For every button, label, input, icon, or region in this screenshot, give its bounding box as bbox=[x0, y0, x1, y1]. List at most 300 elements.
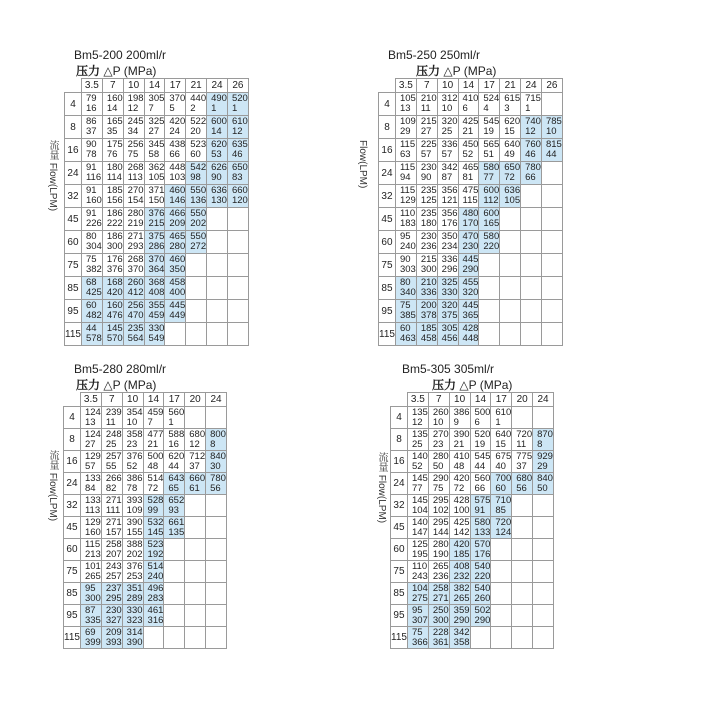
speed-value: 258 bbox=[105, 538, 122, 550]
table-cell bbox=[512, 627, 533, 649]
speed-value: 258 bbox=[432, 582, 449, 594]
table-cell bbox=[437, 208, 458, 231]
speed-value: 325 bbox=[148, 116, 165, 127]
pressure-label-zh: 压力 bbox=[76, 378, 101, 392]
torque-value: 1 bbox=[231, 103, 238, 114]
table-cell bbox=[164, 407, 185, 429]
table-cell bbox=[144, 254, 165, 277]
table-row bbox=[391, 429, 554, 451]
table-cell bbox=[144, 185, 165, 208]
table-cell bbox=[165, 231, 186, 254]
pressure-header: 7 bbox=[102, 79, 123, 93]
table-cell bbox=[207, 185, 228, 208]
torque-value: 78 bbox=[126, 482, 138, 494]
torque-value: 365 bbox=[462, 310, 479, 321]
table-cell bbox=[437, 93, 458, 116]
table-cell bbox=[407, 627, 428, 649]
table-cell bbox=[207, 254, 228, 277]
table-cell bbox=[479, 323, 500, 346]
torque-value: 111 bbox=[105, 504, 121, 516]
speed-value: 760 bbox=[525, 139, 541, 150]
table-cell bbox=[395, 116, 416, 139]
speed-value: 243 bbox=[105, 560, 122, 572]
table-cell bbox=[206, 583, 227, 605]
table-cell bbox=[491, 539, 512, 561]
torque-value: 72 bbox=[504, 172, 515, 183]
torque-value: 155 bbox=[126, 526, 143, 538]
table-cell bbox=[143, 627, 164, 649]
torque-value: 578 bbox=[85, 333, 102, 344]
speed-value: 87 bbox=[84, 604, 96, 616]
torque-value: 378 bbox=[420, 310, 437, 321]
torque-value: 58 bbox=[148, 149, 160, 160]
table-cell bbox=[512, 583, 533, 605]
speed-value: 661 bbox=[168, 516, 185, 528]
torque-value: 327 bbox=[105, 614, 122, 626]
speed-value: 840 bbox=[537, 472, 553, 484]
speed-value: 210 bbox=[420, 277, 437, 288]
table-cell bbox=[533, 473, 554, 495]
table-cell bbox=[512, 561, 533, 583]
speed-value: 650 bbox=[504, 162, 521, 173]
pressure-label-zh: 压力 bbox=[432, 378, 457, 392]
speed-value: 640 bbox=[504, 139, 521, 150]
speed-value: 408 bbox=[453, 560, 470, 572]
torque-value: 98 bbox=[190, 172, 201, 183]
flow-header: 60 bbox=[64, 539, 81, 561]
speed-value: 342 bbox=[441, 162, 458, 173]
speed-value: 477 bbox=[147, 428, 164, 440]
speed-value: 290 bbox=[432, 472, 449, 484]
speed-value: 560 bbox=[168, 406, 185, 418]
speed-value: 712 bbox=[189, 450, 206, 462]
torque-value: 19 bbox=[474, 438, 486, 450]
table-cell bbox=[407, 517, 428, 539]
speed-value: 371 bbox=[148, 185, 165, 196]
flow-header: 95 bbox=[65, 300, 82, 323]
pressure-title bbox=[416, 62, 496, 79]
torque-value: 8 bbox=[210, 438, 216, 450]
torque-value: 130 bbox=[211, 195, 227, 206]
flow-header: 95 bbox=[64, 605, 81, 627]
speed-value: 460 bbox=[169, 185, 186, 196]
table-cell bbox=[206, 407, 227, 429]
table-cell bbox=[521, 323, 542, 346]
table-cell bbox=[164, 561, 185, 583]
flow-axis-label bbox=[374, 452, 389, 523]
flow-header: 32 bbox=[391, 495, 408, 517]
torque-value: 323 bbox=[126, 614, 143, 626]
table-cell bbox=[143, 605, 164, 627]
speed-value: 280 bbox=[432, 450, 449, 462]
table-cell bbox=[437, 185, 458, 208]
speed-value: 500 bbox=[474, 406, 491, 418]
torque-value: 300 bbox=[106, 241, 123, 252]
table-cell bbox=[395, 231, 416, 254]
speed-value: 600 bbox=[211, 116, 227, 127]
table-cell bbox=[143, 583, 164, 605]
torque-value: 459 bbox=[148, 310, 165, 321]
torque-value: 25 bbox=[441, 126, 453, 137]
table-cell bbox=[81, 93, 102, 116]
speed-value: 314 bbox=[126, 626, 143, 638]
table-cell bbox=[227, 93, 248, 116]
speed-value: 635 bbox=[231, 139, 248, 150]
table-cell bbox=[395, 139, 416, 162]
table-cell bbox=[81, 300, 102, 323]
flow-header: 60 bbox=[65, 231, 82, 254]
table-cell bbox=[428, 605, 449, 627]
table-cell bbox=[165, 116, 186, 139]
speed-value: 428 bbox=[453, 494, 470, 506]
torque-value: 12 bbox=[525, 126, 536, 137]
flow-header: 75 bbox=[379, 254, 396, 277]
table-cell bbox=[449, 473, 470, 495]
table-cell bbox=[144, 277, 165, 300]
torque-value: 55 bbox=[105, 460, 117, 472]
table-cell bbox=[512, 473, 533, 495]
torque-value: 230 bbox=[462, 241, 479, 252]
speed-value: 800 bbox=[210, 428, 226, 440]
table-cell bbox=[80, 517, 101, 539]
speed-value: 514 bbox=[147, 472, 164, 484]
torque-value: 209 bbox=[169, 218, 186, 229]
torque-value: 20 bbox=[190, 126, 201, 137]
flow-header: 16 bbox=[379, 139, 396, 162]
table-cell bbox=[227, 300, 248, 323]
speed-value: 228 bbox=[432, 626, 449, 638]
speed-value: 523 bbox=[190, 139, 207, 150]
torque-value: 290 bbox=[474, 614, 491, 626]
table-cell bbox=[458, 323, 479, 346]
torque-value: 19 bbox=[483, 126, 494, 137]
flow-header: 8 bbox=[391, 429, 408, 451]
table-cell bbox=[491, 495, 512, 517]
table-cell bbox=[101, 583, 122, 605]
table-row bbox=[64, 451, 227, 473]
speed-value: 575 bbox=[474, 494, 491, 506]
table-cell bbox=[512, 495, 533, 517]
table-cell bbox=[437, 323, 458, 346]
torque-value: 21 bbox=[453, 438, 465, 450]
speed-value: 465 bbox=[462, 162, 479, 173]
flow-header: 45 bbox=[64, 517, 81, 539]
table-row bbox=[65, 300, 249, 323]
table-cell bbox=[407, 451, 428, 473]
table-cell bbox=[500, 93, 521, 116]
speed-value: 325 bbox=[441, 277, 458, 288]
table-cell bbox=[144, 231, 165, 254]
torque-value: 8 bbox=[537, 438, 543, 450]
speed-value: 376 bbox=[126, 560, 143, 572]
flow-header: 95 bbox=[379, 300, 396, 323]
table-cell bbox=[449, 495, 470, 517]
speed-value: 133 bbox=[84, 494, 101, 506]
speed-value: 129 bbox=[84, 516, 101, 528]
torque-value: 448 bbox=[462, 333, 479, 344]
table-cell bbox=[122, 451, 143, 473]
table-row bbox=[391, 495, 554, 517]
table-cell bbox=[541, 139, 562, 162]
torque-value: 370 bbox=[127, 264, 144, 275]
torque-value: 6 bbox=[462, 103, 468, 114]
table-cell bbox=[437, 139, 458, 162]
torque-value: 78 bbox=[85, 149, 97, 160]
table-cell bbox=[165, 208, 186, 231]
table-cell bbox=[395, 208, 416, 231]
speed-value: 145 bbox=[411, 472, 428, 484]
speed-value: 840 bbox=[210, 450, 226, 462]
torque-value: 482 bbox=[85, 310, 102, 321]
torque-value: 75 bbox=[127, 149, 139, 160]
torque-value: 240 bbox=[399, 241, 416, 252]
table-cell bbox=[186, 231, 207, 254]
speed-value: 268 bbox=[127, 162, 144, 173]
flow-header: 4 bbox=[391, 407, 408, 429]
torque-value: 46 bbox=[231, 149, 243, 160]
torque-value: 160 bbox=[84, 526, 101, 538]
table-cell bbox=[123, 139, 144, 162]
torque-value: 11 bbox=[420, 103, 431, 114]
table-cell bbox=[395, 323, 416, 346]
torque-value: 232 bbox=[453, 570, 470, 582]
table-cell bbox=[541, 277, 562, 300]
table-cell bbox=[206, 473, 227, 495]
torque-value: 9 bbox=[453, 416, 459, 428]
torque-value: 399 bbox=[84, 636, 101, 648]
speed-value: 135 bbox=[411, 428, 428, 440]
table-cell bbox=[122, 627, 143, 649]
pressure-header: 7 bbox=[428, 393, 449, 407]
table-cell bbox=[81, 254, 102, 277]
table-cell bbox=[416, 254, 437, 277]
flow-header: 60 bbox=[391, 539, 408, 561]
header-corner bbox=[379, 79, 396, 93]
torque-value: 5 bbox=[169, 103, 175, 114]
torque-value: 65 bbox=[168, 482, 179, 494]
performance-table bbox=[64, 78, 249, 346]
table-row bbox=[64, 605, 227, 627]
pressure-header: 26 bbox=[227, 79, 248, 93]
flow-header: 4 bbox=[379, 93, 396, 116]
table-cell bbox=[123, 116, 144, 139]
speed-value: 455 bbox=[462, 277, 479, 288]
table-cell bbox=[533, 539, 554, 561]
speed-value: 448 bbox=[169, 162, 186, 173]
torque-value: 150 bbox=[148, 195, 165, 206]
table-cell bbox=[512, 517, 533, 539]
torque-value: 476 bbox=[106, 310, 123, 321]
speed-value: 225 bbox=[420, 139, 437, 150]
speed-value: 125 bbox=[411, 538, 428, 550]
speed-value: 640 bbox=[495, 428, 512, 440]
torque-value: 23 bbox=[432, 438, 444, 450]
torque-value: 99 bbox=[147, 504, 159, 516]
table-cell bbox=[81, 231, 102, 254]
table-cell bbox=[81, 208, 102, 231]
torque-value: 7 bbox=[148, 103, 154, 114]
torque-value: 240 bbox=[147, 570, 164, 582]
torque-value: 72 bbox=[147, 482, 159, 494]
table-cell bbox=[165, 300, 186, 323]
torque-value: 66 bbox=[474, 482, 486, 494]
speed-value: 470 bbox=[462, 231, 479, 242]
torque-value: 84 bbox=[84, 482, 96, 494]
speed-value: 176 bbox=[106, 254, 123, 265]
speed-value: 620 bbox=[168, 450, 185, 462]
pressure-header: 3.5 bbox=[81, 79, 102, 93]
table-cell bbox=[458, 277, 479, 300]
speed-value: 445 bbox=[462, 254, 479, 265]
speed-value: 524 bbox=[483, 93, 500, 104]
speed-value: 268 bbox=[127, 254, 144, 265]
table-cell bbox=[122, 495, 143, 517]
speed-value: 105 bbox=[399, 93, 416, 104]
pressure-header: 17 bbox=[491, 393, 512, 407]
torque-value: 222 bbox=[106, 218, 123, 229]
torque-value: 14 bbox=[106, 103, 118, 114]
speed-value: 295 bbox=[432, 516, 449, 528]
pressure-header: 24 bbox=[533, 393, 554, 407]
table-cell bbox=[479, 116, 500, 139]
table-cell bbox=[470, 429, 491, 451]
speed-value: 75 bbox=[85, 254, 97, 265]
table-cell bbox=[500, 116, 521, 139]
table-cell bbox=[416, 93, 437, 116]
table-cell bbox=[437, 254, 458, 277]
table-cell bbox=[101, 561, 122, 583]
table-cell bbox=[165, 185, 186, 208]
torque-value: 296 bbox=[441, 264, 458, 275]
torque-value: 271 bbox=[432, 592, 449, 604]
table-cell bbox=[395, 93, 416, 116]
table-cell bbox=[449, 627, 470, 649]
table-cell bbox=[479, 93, 500, 116]
table-cell bbox=[165, 277, 186, 300]
torque-value: 16 bbox=[85, 103, 97, 114]
table-cell bbox=[479, 139, 500, 162]
speed-value: 185 bbox=[106, 185, 123, 196]
torque-value: 265 bbox=[84, 570, 101, 582]
table-cell bbox=[428, 517, 449, 539]
table-cell bbox=[395, 254, 416, 277]
torque-value: 420 bbox=[106, 287, 123, 298]
speed-value: 520 bbox=[474, 428, 491, 440]
table-cell bbox=[185, 495, 206, 517]
torque-value: 449 bbox=[169, 310, 186, 321]
header-corner bbox=[64, 393, 81, 407]
speed-value: 250 bbox=[432, 604, 449, 616]
table-cell bbox=[144, 162, 165, 185]
torque-value: 121 bbox=[441, 195, 458, 206]
pressure-header: 14 bbox=[470, 393, 491, 407]
table-cell bbox=[144, 323, 165, 346]
speed-value: 110 bbox=[399, 208, 416, 219]
speed-value: 410 bbox=[453, 450, 470, 462]
pressure-header: 21 bbox=[186, 79, 207, 93]
torque-value: 61 bbox=[189, 482, 200, 494]
torque-value: 116 bbox=[85, 172, 102, 183]
table-cell bbox=[80, 627, 101, 649]
table-row bbox=[379, 185, 563, 208]
table-cell bbox=[479, 162, 500, 185]
table-cell bbox=[207, 116, 228, 139]
table-row bbox=[379, 93, 563, 116]
table-cell bbox=[491, 473, 512, 495]
torque-value: 37 bbox=[189, 460, 200, 472]
table-cell bbox=[479, 254, 500, 277]
table-cell bbox=[102, 323, 123, 346]
torque-value: 192 bbox=[147, 548, 164, 560]
speed-value: 465 bbox=[169, 231, 186, 242]
table-cell bbox=[533, 583, 554, 605]
table-cell bbox=[458, 208, 479, 231]
table-cell bbox=[101, 627, 122, 649]
speed-value: 459 bbox=[147, 406, 164, 418]
pressure-label-en: △P (MPa) bbox=[459, 378, 513, 392]
flow-header: 16 bbox=[65, 139, 82, 162]
table-cell bbox=[541, 231, 562, 254]
torque-value: 2 bbox=[190, 103, 196, 114]
table-cell bbox=[458, 300, 479, 323]
table-row bbox=[391, 517, 554, 539]
table-row bbox=[65, 323, 249, 346]
table-cell bbox=[428, 495, 449, 517]
table-cell bbox=[541, 323, 562, 346]
torque-value: 105 bbox=[148, 172, 165, 183]
speed-value: 91 bbox=[85, 185, 97, 196]
speed-value: 466 bbox=[169, 208, 186, 219]
torque-value: 176 bbox=[441, 218, 458, 229]
table-cell bbox=[102, 231, 123, 254]
torque-value: 12 bbox=[411, 416, 423, 428]
speed-value: 168 bbox=[106, 277, 123, 288]
pressure-header: 20 bbox=[512, 393, 533, 407]
torque-value: 83 bbox=[231, 172, 243, 183]
speed-value: 523 bbox=[147, 538, 164, 550]
table-cell bbox=[491, 561, 512, 583]
torque-value: 190 bbox=[432, 548, 449, 560]
table-cell bbox=[123, 162, 144, 185]
speed-value: 330 bbox=[126, 604, 143, 616]
table-cell bbox=[479, 300, 500, 323]
pressure-label-zh: 压力 bbox=[76, 64, 101, 78]
table-cell bbox=[102, 139, 123, 162]
speed-value: 115 bbox=[84, 538, 101, 550]
speed-value: 60 bbox=[399, 323, 411, 334]
table-row bbox=[65, 231, 249, 254]
speed-value: 580 bbox=[483, 162, 500, 173]
table-cell bbox=[227, 162, 248, 185]
table-cell bbox=[186, 139, 207, 162]
table-cell bbox=[533, 627, 554, 649]
table-cell bbox=[533, 517, 554, 539]
torque-value: 286 bbox=[148, 241, 165, 252]
torque-value: 243 bbox=[411, 570, 428, 582]
flow-header: 115 bbox=[64, 627, 81, 649]
table-cell bbox=[81, 139, 102, 162]
table-cell bbox=[449, 583, 470, 605]
speed-value: 230 bbox=[420, 162, 437, 173]
torque-value: 57 bbox=[84, 460, 96, 472]
pressure-label-en: △P (MPa) bbox=[103, 64, 157, 78]
torque-value: 180 bbox=[420, 218, 437, 229]
table-cell bbox=[81, 323, 102, 346]
speed-value: 336 bbox=[441, 139, 458, 150]
torque-value: 1 bbox=[211, 103, 217, 114]
torque-value: 10 bbox=[432, 416, 444, 428]
torque-value: 300 bbox=[420, 264, 437, 275]
